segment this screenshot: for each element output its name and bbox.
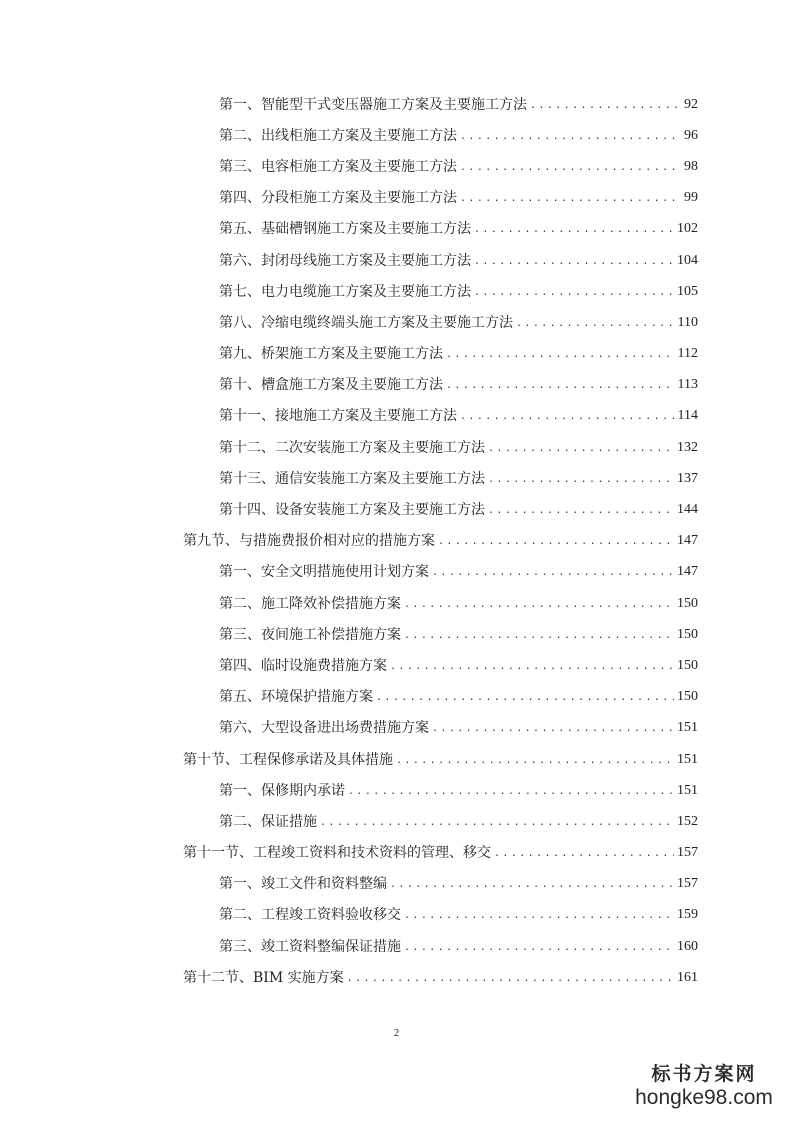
toc-subsection-entry[interactable] [0,494,793,525]
toc-section-entry[interactable] [0,526,793,557]
toc-entry-title: 第二、出线柜施工方案及主要施工方法 [219,127,457,144]
toc-entry-page: 147 [677,533,698,549]
toc-entry-page: 112 [677,346,698,362]
watermark-site-name: 标书方案网 [651,1063,757,1085]
toc-dot-leader [390,662,674,672]
toc-entry-page: 157 [677,845,698,861]
toc-entry-title: 第十三、通信安装施工方案及主要施工方法 [219,470,485,487]
toc-entry-title: 第三、竣工资料整编保证措施 [219,938,401,955]
toc-entry-page: 159 [677,907,698,923]
toc-dot-leader [446,350,675,360]
toc-entry-page: 104 [677,252,698,268]
toc-section-entry[interactable] [0,838,793,869]
toc-entry-page: 96 [684,127,698,143]
toc-subsection-entry[interactable] [0,151,793,182]
toc-entry-title: 第九节、与措施费报价相对应的措施方案 [183,533,435,550]
toc-subsection-entry[interactable] [0,401,793,432]
toc-subsection-entry[interactable] [0,432,793,463]
toc-entry-page: 114 [677,408,698,424]
toc-subsection-entry[interactable] [0,339,793,370]
toc-entry-title: 第八、冷缩电缆终端头施工方案及主要施工方法 [219,314,513,331]
toc-entry-title: 第四、临时设施费措施方案 [219,657,387,674]
toc-subsection-entry[interactable] [0,900,793,931]
toc-entry-page: 150 [677,626,698,642]
toc-dot-leader [376,693,674,703]
toc-subsection-entry[interactable] [0,120,793,151]
toc-entry-title: 第十二节、BIM 实施方案 [183,969,344,986]
toc-entry-page: 150 [677,657,698,673]
toc-entry-page: 92 [684,96,698,112]
toc-entry-title: 第九、桥架施工方案及主要施工方法 [219,346,443,363]
toc-dot-leader [474,225,674,235]
toc-dot-leader [347,974,674,984]
toc-subsection-entry[interactable] [0,183,793,214]
toc-entry-title: 第四、分段柜施工方案及主要施工方法 [219,190,457,207]
page-number: 2 [393,1027,400,1039]
toc-entry-page: 144 [677,502,698,518]
toc-dot-leader [530,101,681,111]
toc-subsection-entry[interactable] [0,869,793,900]
toc-entry-page: 157 [677,876,698,892]
toc-section-entry[interactable] [0,744,793,775]
toc-dot-leader [404,631,674,641]
toc-subsection-entry[interactable] [0,806,793,837]
toc-entry-title: 第十四、设备安装施工方案及主要施工方法 [219,502,485,519]
table-of-contents [0,89,793,993]
toc-subsection-entry[interactable] [0,214,793,245]
toc-dot-leader [494,849,674,859]
toc-dot-leader [488,444,674,454]
toc-entry-page: 110 [677,314,698,330]
toc-dot-leader [460,194,681,204]
toc-entry-page: 160 [677,938,698,954]
toc-dot-leader [474,288,674,298]
toc-dot-leader [460,412,675,422]
toc-subsection-entry[interactable] [0,89,793,120]
toc-dot-leader [404,911,674,921]
toc-entry-page: 105 [677,283,698,299]
toc-entry-page: 98 [684,158,698,174]
toc-subsection-entry[interactable] [0,682,793,713]
toc-dot-leader [348,787,674,797]
toc-subsection-entry[interactable] [0,931,793,962]
toc-dot-leader [432,568,674,578]
toc-subsection-entry[interactable] [0,307,793,338]
toc-entry-page: 150 [677,595,698,611]
toc-entry-page: 99 [684,190,698,206]
toc-dot-leader [460,163,681,173]
toc-entry-title: 第三、夜间施工补偿措施方案 [219,626,401,643]
toc-subsection-entry[interactable] [0,370,793,401]
toc-entry-page: 151 [677,751,698,767]
site-watermark [629,1062,779,1114]
toc-entry-title: 第一、竣工文件和资料整编 [219,876,387,893]
toc-entry-title: 第十一节、工程竣工资料和技术资料的管理、移交 [183,845,491,862]
toc-entry-page: 132 [677,439,698,455]
toc-entry-page: 113 [677,377,698,393]
toc-entry-title: 第一、保修期内承诺 [219,782,345,799]
toc-subsection-entry[interactable] [0,276,793,307]
toc-dot-leader [474,257,674,267]
toc-entry-title: 第五、环境保护措施方案 [219,689,373,706]
toc-entry-title: 第十节、工程保修承诺及具体措施 [183,751,393,768]
toc-subsection-entry[interactable] [0,713,793,744]
toc-entry-page: 152 [677,813,698,829]
toc-dot-leader [516,319,675,329]
toc-entry-page: 137 [677,470,698,486]
toc-entry-page: 161 [677,969,698,985]
toc-entry-title: 第三、电容柜施工方案及主要施工方法 [219,158,457,175]
toc-subsection-entry[interactable] [0,650,793,681]
toc-entry-page: 151 [677,782,698,798]
toc-dot-leader [320,818,674,828]
toc-entry-title: 第十二、二次安装施工方案及主要施工方法 [219,439,485,456]
toc-dot-leader [432,724,674,734]
toc-subsection-entry[interactable] [0,557,793,588]
toc-subsection-entry[interactable] [0,463,793,494]
toc-subsection-entry[interactable] [0,588,793,619]
toc-subsection-entry[interactable] [0,245,793,276]
toc-dot-leader [390,880,674,890]
toc-entry-page: 150 [677,689,698,705]
toc-dot-leader [488,506,674,516]
toc-entry-page: 102 [677,221,698,237]
toc-dot-leader [396,756,674,766]
toc-entry-title: 第五、基础槽钢施工方案及主要施工方法 [219,221,471,238]
toc-dot-leader [404,600,674,610]
toc-entry-title: 第二、保证措施 [219,813,317,830]
toc-subsection-entry[interactable] [0,775,793,806]
toc-dot-leader [404,943,674,953]
toc-dot-leader [446,381,675,391]
toc-entry-title: 第一、智能型干式变压器施工方案及主要施工方法 [219,96,527,113]
toc-entry-title: 第十一、接地施工方案及主要施工方法 [219,408,457,425]
toc-entry-title: 第二、施工降效补偿措施方案 [219,595,401,612]
toc-dot-leader [460,132,681,142]
toc-entry-title: 第六、大型设备进出场费措施方案 [219,720,429,737]
toc-subsection-entry[interactable] [0,619,793,650]
watermark-url: hongke98.com [635,1086,773,1109]
toc-dot-leader [438,537,674,547]
toc-entry-page: 147 [677,564,698,580]
toc-entry-title: 第十、槽盒施工方案及主要施工方法 [219,377,443,394]
toc-entry-page: 151 [677,720,698,736]
toc-entry-title: 第六、封闭母线施工方案及主要施工方法 [219,252,471,269]
toc-entry-title: 第一、安全文明措施使用计划方案 [219,564,429,581]
toc-entry-title: 第七、电力电缆施工方案及主要施工方法 [219,283,471,300]
toc-dot-leader [488,475,674,485]
toc-section-entry[interactable] [0,962,793,993]
toc-entry-title: 第二、工程竣工资料验收移交 [219,907,401,924]
